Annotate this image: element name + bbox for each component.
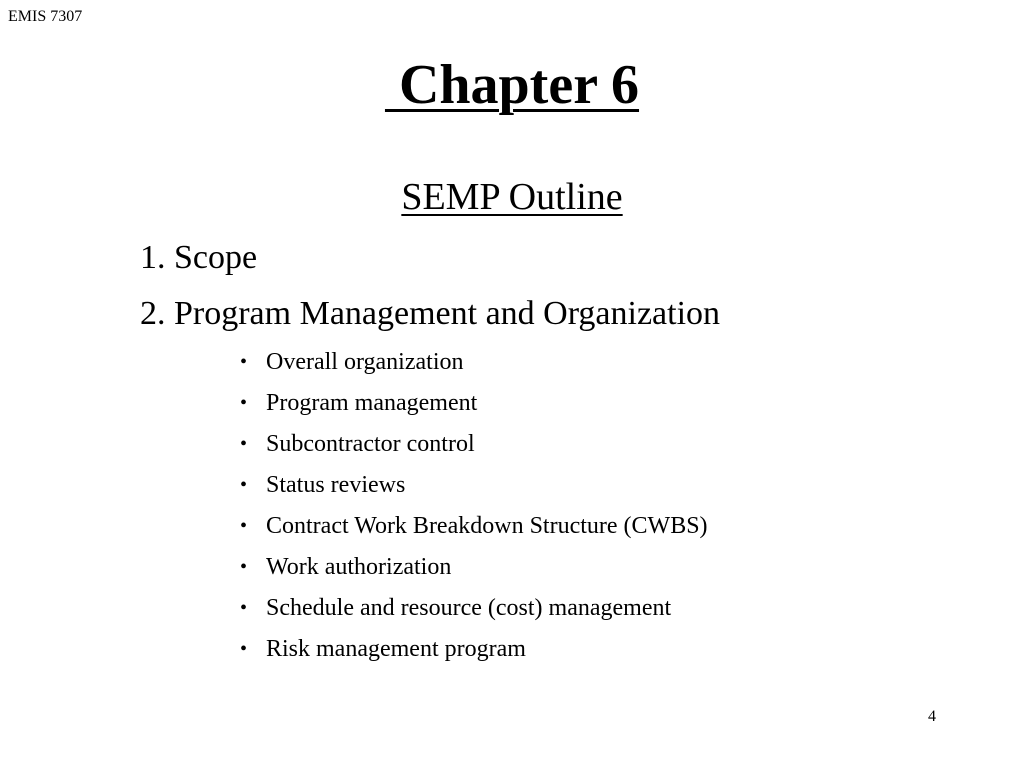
list-item: [240, 386, 708, 427]
slide-title-text: Chapter 6: [384, 54, 640, 116]
course-code: EMIS 7307: [8, 8, 83, 25]
bullet-icon: •: [240, 515, 248, 537]
list-item-text: Contract Work Breakdown Structure (CWBS): [266, 513, 708, 539]
list-item-text: Work authorization: [266, 554, 452, 580]
bullet-icon: •: [240, 638, 248, 660]
page-number: 4: [928, 708, 936, 725]
list-item: [240, 345, 708, 386]
list-item-text: Program management: [266, 390, 478, 416]
list-item-text: Status reviews: [266, 472, 406, 498]
section-scope: 1. Scope: [140, 239, 258, 276]
bullet-icon: •: [240, 433, 248, 455]
list-item: [240, 550, 708, 591]
list-item: [240, 427, 708, 468]
bullet-icon: •: [240, 556, 248, 578]
list-item: [240, 468, 708, 509]
section-program-management: 2. Program Management and Organization: [140, 295, 721, 332]
list-item-text: Risk management program: [266, 636, 526, 662]
list-item-text: Subcontractor control: [266, 431, 475, 457]
bullet-list: [240, 345, 708, 673]
slide-subtitle-text: SEMP Outline: [401, 176, 623, 218]
slide-title: [0, 50, 1024, 120]
bullet-icon: •: [240, 474, 248, 496]
list-item: [240, 509, 708, 550]
bullet-icon: •: [240, 351, 248, 373]
slide-subtitle: [0, 173, 1024, 221]
list-item-text: Overall organization: [266, 349, 464, 375]
list-item: [240, 632, 708, 673]
list-item: [240, 591, 708, 632]
bullet-icon: •: [240, 392, 248, 414]
list-item-text: Schedule and resource (cost) management: [266, 595, 672, 621]
bullet-icon: •: [240, 597, 248, 619]
